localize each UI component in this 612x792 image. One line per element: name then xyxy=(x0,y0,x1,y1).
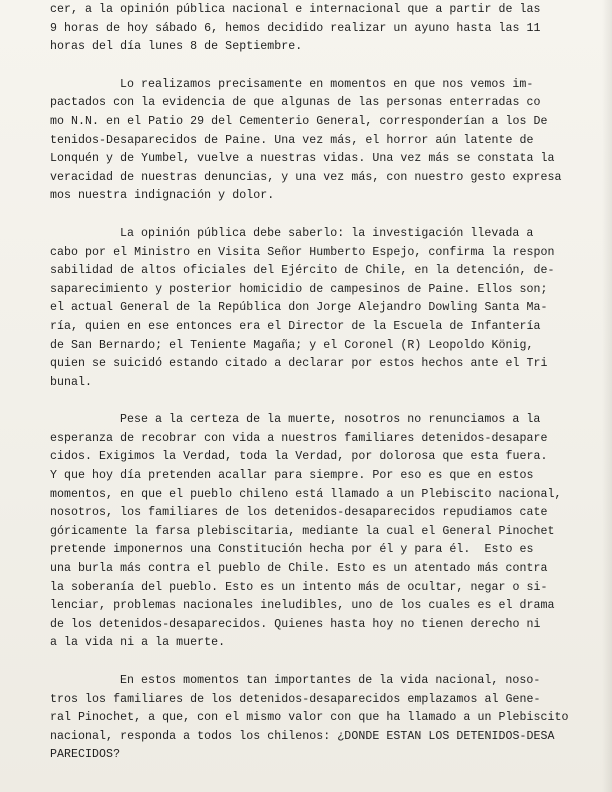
text-line: tros los familiares de los detenidos-desaparecidos emplazamos al Gene- xyxy=(50,692,541,706)
text-line: saparecimiento y posterior homicidio de campesinos de Paine. Ellos son; xyxy=(50,282,548,296)
text-line: cidos. Exigimos la Verdad, toda la Verdad, por dolorosa que esta fuera. xyxy=(50,450,548,464)
text-line: mos nuestra indignación y dolor. xyxy=(50,189,275,203)
text-line: sabilidad de altos oficiales del Ejército de Chile, en la detención, de- xyxy=(50,264,555,278)
text-line: quien se suicidó estando citado a declarar por estos hechos ante el Tri xyxy=(50,357,548,371)
text-line: La opinión pública debe saberlo: la investigación llevada a xyxy=(120,226,534,240)
text-line: momentos, en que el pueblo chileno está llamado a un Plebiscito nacional, xyxy=(50,487,562,501)
text-line: pretende imponernos una Constitución hecha por él y para él. Esto es xyxy=(50,543,534,557)
paragraph-5 xyxy=(50,672,580,765)
text-line: ría, quien en ese entonces era el Director de la Escuela de Infantería xyxy=(50,319,541,333)
typewritten-letter xyxy=(50,0,580,765)
text-line: horas del día lunes 8 de Septiembre. xyxy=(50,40,303,54)
text-line: tenidos-Desaparecidos de Paine. Una vez más, el horror aún latente de xyxy=(50,133,534,147)
text-line: nosotros, los familiares de los detenidos-desaparecidos repudiamos cate xyxy=(50,506,548,520)
text-line: esperanza de recobrar con vida a nuestros familiares detenidos-desapare xyxy=(50,431,548,445)
text-line: pactados con la evidencia de que algunas de las personas enterradas co xyxy=(50,96,541,110)
paragraph-1 xyxy=(50,1,580,57)
text-line: Pese a la certeza de la muerte, nosotros no renunciamos a la xyxy=(120,413,541,427)
text-line: de San Bernardo; el Teniente Magaña; y el Coronel (R) Leopoldo König, xyxy=(50,338,534,352)
text-line: de los detenidos-desaparecidos. Quienes hasta hoy no tienen derecho ni xyxy=(50,617,541,631)
text-line: bunal. xyxy=(50,375,93,389)
text-line: el actual General de la República don Jorge Alejandro Dowling Santa Ma- xyxy=(50,301,548,315)
text-line: Lo realizamos precisamente en momentos en que nos vemos im- xyxy=(120,77,534,91)
text-line: una burla más contra el pueblo de Chile. Esto es un atentado más contra xyxy=(50,562,548,576)
page-shadow-edge xyxy=(602,0,612,792)
text-line: góricamente la farsa plebiscitaria, mediante la cual el General Pinochet xyxy=(50,524,555,538)
text-line: cabo por el Ministro en Visita Señor Humberto Espejo, confirma la respon xyxy=(50,245,555,259)
text-line: lenciar, problemas nacionales ineludibles, uno de los cuales es el drama xyxy=(50,599,555,613)
text-line: cer, a la opinión pública nacional e internacional que a partir de las xyxy=(50,3,541,16)
text-line: veracidad de nuestras denuncias, y una vez más, con nuestro gesto expresa xyxy=(50,170,562,184)
text-line: la soberanía del pueblo. Esto es un intento más de ocultar, negar o si- xyxy=(50,580,548,594)
paragraph-3 xyxy=(50,225,580,392)
paragraph-4 xyxy=(50,411,580,653)
text-line: Lonquén y de Yumbel, vuelve a nuestras vidas. Una vez más se constata la xyxy=(50,152,555,166)
text-line: En estos momentos tan importantes de la vida nacional, noso- xyxy=(120,674,541,687)
text-line: a la vida ni a la muerte. xyxy=(50,636,226,650)
text-line: PARECIDOS? xyxy=(50,748,121,762)
text-line: mo N.N. en el Patio 29 del Cementerio General, corresponderían a los De xyxy=(50,114,548,128)
text-line: nacional, responda a todos los chilenos: ¿DONDE ESTAN LOS DETENIDOS-DESA xyxy=(50,729,555,743)
text-line: 9 horas de hoy sábado 6, hemos decidido realizar un ayuno hasta las 11 xyxy=(50,21,541,35)
text-line: ral Pinochet, a que, con el mismo valor con que ha llamado a un Plebiscito xyxy=(50,711,569,725)
paragraph-2 xyxy=(50,76,580,206)
text-line: Y que hoy día pretenden acallar para siempre. Por eso es que en estos xyxy=(50,469,534,483)
